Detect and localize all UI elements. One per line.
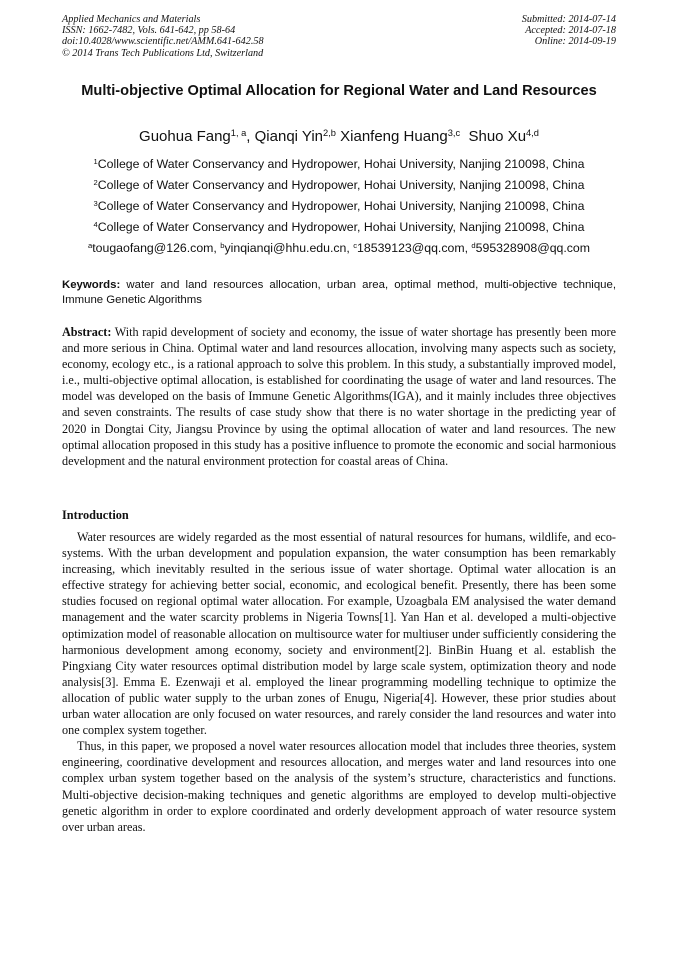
online-date: Online: 2014-09-19: [534, 36, 616, 48]
email[interactable]: $^a$tougaofang@126.com: [87, 240, 214, 255]
publication-dates: [522, 14, 616, 48]
author-list: [62, 128, 616, 146]
affiliation: $^4$College of Water Conservancy and Hydropower, Hohai University, Nanjing 210098, China: [93, 219, 585, 234]
affiliation: $^3$College of Water Conservancy and Hydropower, Hohai University, Nanjing 210098, China: [93, 198, 585, 213]
author: Qianqi Yin$^{2,b}$: [254, 127, 336, 145]
doi-line: doi:10.4028/www.scientific.net/AMM.641-642.58: [62, 36, 264, 48]
author: Xianfeng Huang$^{3,c}$: [340, 127, 461, 145]
affiliation: $^2$College of Water Conservancy and Hydropower, Hohai University, Nanjing 210098, China: [93, 177, 585, 192]
issn-line: ISSN: 1662-7482, Vols. 641-642, pp 58-64: [62, 25, 236, 37]
author: Guohua Fang$^{1, a}$,: [139, 127, 255, 145]
paragraph: Water resources are widely regarded as the most essential of natural resources for humans, wildlife, and eco-systems. With the urban development and population expansion, the water consumption has been remarkably increasing, which inevitably resulted in the serious issue of water shortage. Optimal water allocation is an effective strategy for achieving better social, economic, and ecological benefit. Presently, there has been some studies focused on regional optimal water allocation. For example, Uzoagbala EM analysised the water demand management and the water scarcity problems in Nigeria Towns[1]. Yan Han et al. developed a multi-objective optimization model of reasonable allocation on multisource water for multiuser under sufficiently considering the harmonious development among economy, society and environment[2]. BinBin Huang et al. establish the Pingxiang City water resources optimal distribution model by large scale system, optimization theory and node analysis[3]. Emma E. Ezenwaji et al. employed the linear programming modelling technique to optimize the allocation of public water supply to the urban zones of Enugu, Nigeria[4]. However, these prior studies about urban water allocation are only focused on water resources, and rarely consider the land resources and water into one complex system together.: [62, 530, 616, 738]
email[interactable]: $^b$yinqianqi@hhu.edu.cn: [220, 240, 347, 255]
author: Shuo Xu$^{4,d}$: [468, 127, 539, 145]
affiliations: [62, 156, 616, 261]
keywords-text: water and land resources allocation, urban area, optimal method, multi-objective technique, Immune Genetic Algorithms: [62, 279, 616, 306]
accepted-date: Accepted: 2014-07-18: [525, 25, 616, 37]
paper-title: Multi-objective Optimal Allocation for Regional Water and Land Resources: [81, 83, 597, 99]
keywords: [62, 278, 616, 307]
affiliation: $^1$College of Water Conservancy and Hydropower, Hohai University, Nanjing 210098, China: [93, 156, 585, 171]
section-heading-introduction: Introduction: [62, 508, 129, 522]
email[interactable]: $^c$18539123@qq.com: [353, 240, 465, 255]
submitted-date: Submitted: 2014-07-14: [521, 14, 616, 25]
journal-info: [62, 14, 264, 59]
paragraph: Thus, in this paper, we proposed a novel water resources allocation model that includes three theories, system engineering, coordinative development and resources allocation, and merges water and land resources into one complex urban system together based on the analysis of the system’s structure, characteristics and functions. Multi-objective decision-making techniques and genetic algorithms are employed to develop multi-objective genetic algorithm in order to explore coordinated and orderly development approach of water resource system over urban areas.: [62, 739, 616, 834]
introduction-body: [62, 529, 616, 835]
journal-name: Applied Mechanics and Materials: [62, 14, 201, 25]
abstract: [62, 324, 616, 469]
abstract-text: With rapid development of society and economy, the issue of water shortage has presently been more and more serious in China. Optimal water and land resources allocation, involving many aspects such as society, economy, ecology etc., is a rational approach to solve this problem. In this study, a substantially improved model, i.e., multi-objective optimal allocation, is established for coordinating the usage of water and land resources. The model was developed on the basis of Immune Genetic Algorithms(IGA), and it mainly includes three objectives and seven constraints. The results of case study show that there is no water shortage in the predicting year of 2020 in Dongtai City, Jiangsu Province by using the optimal allocation of water and land resources. The new optimal allocation proposed in this study has a positive influence to promote the economic and social harmonious development and the natural environment protection for coastal areas of China.: [62, 325, 616, 468]
keywords-label: Keywords:: [62, 279, 121, 291]
abstract-label: Abstract:: [62, 325, 112, 339]
email-list: $^a$tougaofang@126.com, $^b$yinqianqi@hhu.edu.cn, $^c$18539123@qq.com, $^d$595328908@qq.com: [87, 240, 591, 255]
email[interactable]: $^d$595328908@qq.com: [471, 240, 591, 255]
copyright-line: © 2014 Trans Tech Publications Ltd, Switzerland: [62, 47, 264, 59]
